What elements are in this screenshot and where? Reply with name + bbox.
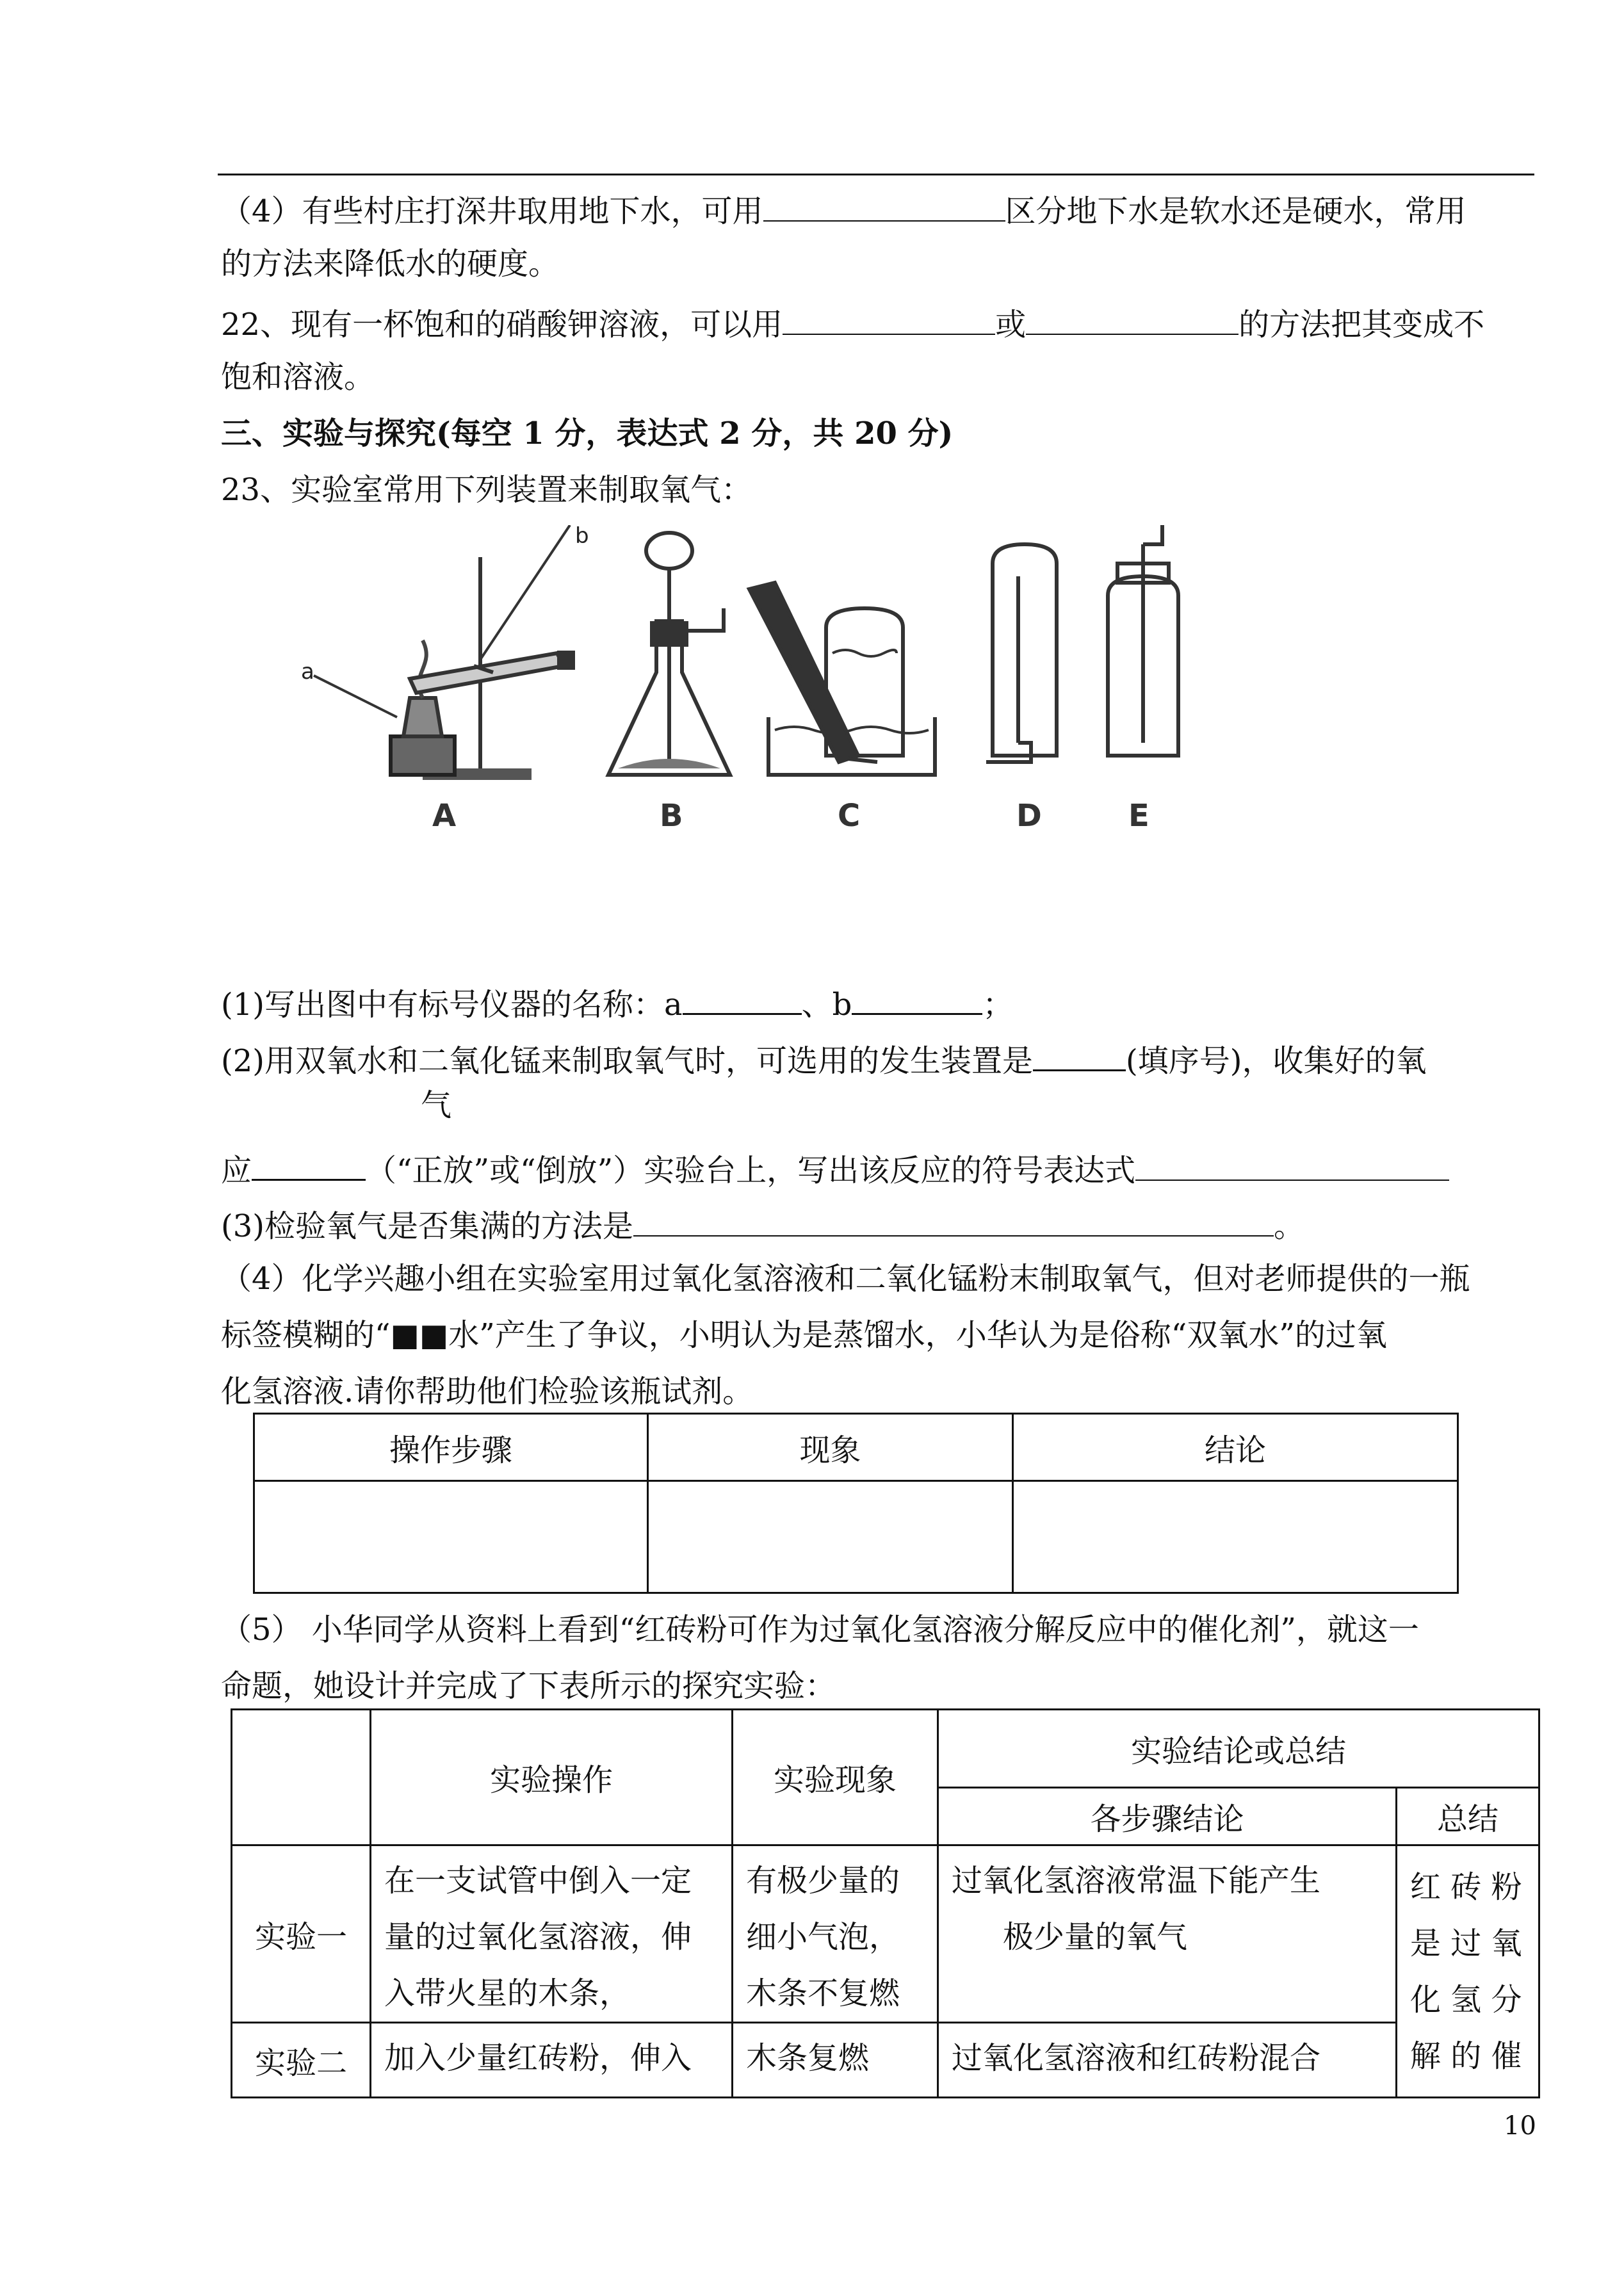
q23-1-text: (1)写出图中有标号仪器的名称：a [221,987,683,1023]
row1-conclusion-line1: 过氧化氢溶液常温下能产生 [952,1863,1321,1899]
answer-conclusion[interactable] [1013,1481,1458,1593]
q23-2-line2 [221,1151,1449,1186]
summary-line1: 红 砖 粉 [1410,1869,1522,1905]
answer-operation-steps[interactable] [254,1481,648,1593]
header-step-conclusion: 各步骤结论 [938,1788,1397,1845]
header-summary: 总结 [1397,1788,1539,1845]
experiment-header-row-1 [232,1710,1539,1788]
q23-4-line2: 标签模糊的“■■水”产生了争议，小明认为是蒸馏水，小华认为是俗称“双氧水”的过氧 [221,1317,1387,1353]
row2-conclusion [938,2023,1397,2098]
label-b: B [660,798,683,834]
row1-operation-line1: 在一支试管中倒入一定 [384,1863,692,1899]
q22-blank-2[interactable] [1026,305,1238,335]
apparatus-d [986,544,1057,762]
q23-3-text: (3)检验氧气是否集满的方法是 [221,1208,633,1244]
row2-phenomenon [733,2023,938,2098]
test-table-header-row [254,1414,1458,1481]
q23-5-line1: （5） 小华同学从资料上看到“红砖粉可作为过氧化氢溶液分解反应中的催化剂”，就这一 [221,1612,1419,1648]
summary-cell [1397,1845,1539,2098]
q23-4-line3: 化氢溶液.请你帮助他们检验该瓶试剂。 [221,1374,754,1409]
apparatus-a [314,525,575,780]
row2-conclusion-line1: 过氧化氢溶液和红砖粉混合 [952,2040,1321,2076]
q23-2-text-b: (填序号)，收集好的氧 [1126,1043,1427,1079]
q23-2-text-a: (2)用双氧水和二氧化锰来制取氧气时，可选用的发生装置是 [221,1043,1033,1079]
apparatus-c [749,583,935,775]
header-conclusion: 结论 [1013,1414,1458,1481]
q23-2-line1 [221,1041,1427,1079]
q21-4-text-a: （4）有些村庄打深井取用地下水，可用 [221,193,763,229]
section3-heading: 三、实验与探究(每空 1 分，表达式 2 分，共 20 分) [221,416,954,451]
q23-3-end: 。 [1274,1208,1305,1244]
experiment-row-1 [232,1845,1539,2023]
row1-phenomenon-line3: 木条不复燃 [746,1975,900,2011]
callout-b-label: b [575,525,589,549]
q23-4-line1: （4）化学兴趣小组在实验室用过氧化氢溶液和二氧化锰粉末制取氧气，但对老师提供的一瓶 [221,1261,1470,1297]
row1-phenomenon-line2: 细小气泡， [746,1919,900,1955]
header-conclusion-group: 实验结论或总结 [938,1710,1539,1788]
label-e: E [1128,798,1149,834]
q23-3 [221,1207,1304,1242]
q23-2-blank-equation[interactable] [1135,1151,1449,1181]
row1-conclusion-line2: 极少量的氧气 [1003,1919,1188,1955]
test-table [253,1413,1459,1594]
label-c: C [838,798,861,834]
summary-line2: 是 过 氧 [1410,1926,1522,1961]
row1-operation-line3: 入带火星的木条， [384,1975,631,2011]
q21-4-line1 [221,192,1466,227]
q21-4-line2: 的方法来降低水的硬度。 [221,246,560,282]
q22-line2: 饱和溶液。 [221,359,375,395]
q23-2-text-c: 应 [221,1153,252,1188]
q23-1-sep: 、b [801,987,852,1023]
apparatus-b [608,533,730,775]
header-experiment-operation: 实验操作 [371,1710,733,1845]
answer-phenomenon[interactable] [648,1481,1013,1593]
header-operation-steps: 操作步骤 [254,1414,648,1481]
q23-intro: 23、实验室常用下列装置来制取氧气： [221,472,752,508]
test-table-answer-row [254,1481,1458,1593]
row1-phenomenon [733,1845,938,2023]
q23-1-blank-b[interactable] [852,985,982,1015]
row2-operation-line1: 加入少量红砖粉，伸入 [384,2040,692,2076]
label-d: D [1016,798,1042,834]
row2-label: 实验二 [232,2023,371,2098]
q23-5-line2: 命题，她设计并完成了下表所示的探究实验： [221,1668,836,1704]
q23-2-blank-device[interactable] [1033,1041,1126,1071]
q22-line1 [221,305,1485,343]
header-experiment-phenomenon: 实验现象 [733,1710,938,1845]
experiment-table [231,1708,1540,2098]
experiment-row-2 [232,2023,1539,2098]
apparatus-e [1108,525,1178,756]
header-blank-cell [232,1710,371,1845]
q23-1 [221,985,1014,1023]
row2-operation [371,2023,733,2098]
row1-conclusion [938,1845,1397,2023]
q21-4-blank-1[interactable] [763,192,1005,222]
q23-2-wrap: 气 [421,1087,452,1123]
q23-3-blank[interactable] [633,1207,1274,1237]
summary-line4: 解 的 催 [1410,2038,1522,2074]
callout-a-label: a [301,659,314,685]
q22-text-a: 22、现有一杯饱和的硝酸钾溶液，可以用 [221,307,783,343]
header-rule [218,174,1534,175]
q23-1-blank-a[interactable] [683,985,802,1015]
label-a: A [432,798,457,834]
q22-text-b: 的方法把其变成不 [1238,307,1485,343]
q22-or: 或 [995,307,1027,343]
q23-2-text-d: （“正放”或“倒放”）实验台上，写出该反应的符号表达式 [366,1153,1136,1188]
row2-phenomenon-line1: 木条复燃 [746,2040,870,2076]
q23-2-blank-orientation[interactable] [252,1151,366,1181]
q21-4-text-b: 区分地下水是软水还是硬水，常用 [1005,193,1466,229]
row1-operation [371,1845,733,2023]
header-phenomenon: 现象 [648,1414,1013,1481]
summary-line3: 化 氢 分 [1410,1982,1522,2018]
q23-1-end: ； [982,987,1014,1023]
page-number: 10 [1504,2111,1536,2141]
row1-operation-line2: 量的过氧化氢溶液，伸 [384,1919,692,1955]
q22-blank-1[interactable] [783,305,995,335]
row1-phenomenon-line1: 有极少量的 [746,1863,900,1899]
row1-label: 实验一 [232,1845,371,2023]
apparatus-figure [282,525,1255,845]
